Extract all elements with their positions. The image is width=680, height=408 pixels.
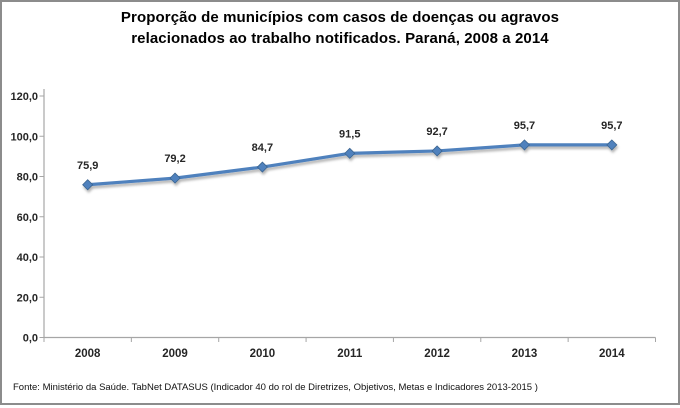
data-point-label: 92,7	[426, 125, 448, 138]
data-point-label: 95,7	[601, 119, 623, 132]
x-axis-tick-label: 2014	[599, 348, 625, 360]
data-point-marker	[607, 140, 617, 150]
series-group	[83, 140, 617, 190]
y-axis-tick-label: 80,0	[16, 171, 38, 184]
data-point-label: 79,2	[164, 153, 186, 166]
y-axis-tick-label: 20,0	[16, 292, 38, 305]
data-point-marker	[345, 148, 355, 158]
data-point-marker	[170, 173, 180, 183]
chart-title-line-1: Proporção de municípios com casos de doenças ou agravos	[120, 9, 560, 26]
x-axis-tick-label: 2013	[511, 348, 538, 360]
y-axis-tick-label: 120,0	[10, 91, 38, 103]
data-point-label: 91,5	[339, 128, 361, 141]
data-point-label: 95,7	[513, 119, 536, 132]
data-point-marker	[519, 140, 529, 150]
y-axis-tick-label: 0,0	[22, 332, 38, 345]
y-axis-tick-label: 40,0	[16, 252, 38, 264]
x-axis-tick-label: 2008	[74, 348, 101, 360]
data-point-label: 75,9	[76, 159, 99, 172]
chart-title-line-2: relacionados ao trabalho notificados. Paraná, 2008 a 2014	[131, 30, 549, 47]
data-point-marker	[83, 180, 93, 190]
data-point-label: 84,7	[251, 142, 274, 155]
data-point-marker	[257, 162, 267, 172]
y-axis-tick-label: 60,0	[16, 211, 38, 224]
x-axis-tick-label: 2010	[249, 348, 276, 360]
data-point-marker	[432, 146, 442, 156]
x-axis-tick-label: 2011	[337, 348, 363, 360]
x-axis-tick-label: 2009	[162, 348, 188, 360]
y-axis-tick-label: 100,0	[10, 131, 38, 144]
source-note: Fonte: Ministério da Saúde. TabNet DATASUS (Indicador 40 do rol de Diretrizes, Objetivos, Metas e Indicadores 2013-2015 )	[13, 382, 538, 393]
x-axis-tick-label: 2012	[424, 348, 450, 360]
